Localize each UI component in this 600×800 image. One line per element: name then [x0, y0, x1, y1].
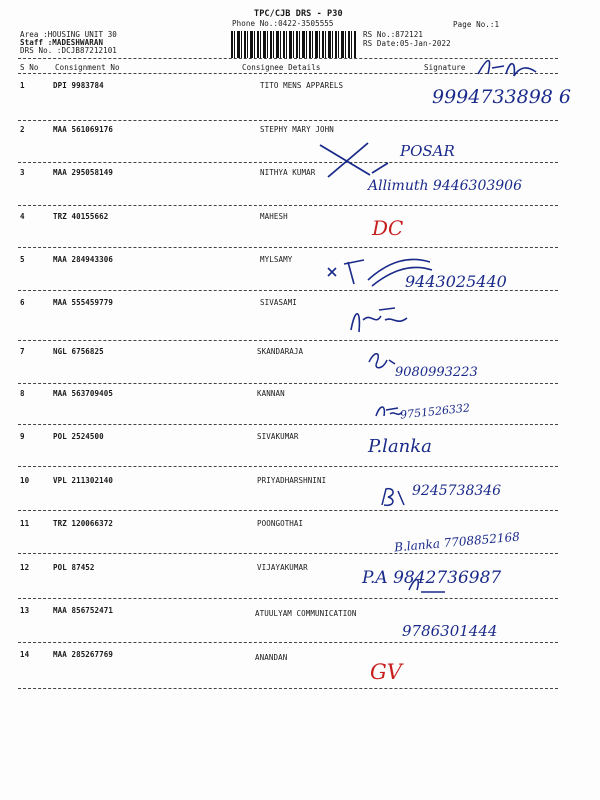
row-consignment: MAA 561069176 — [53, 125, 113, 134]
row-sno: 14 — [20, 650, 30, 659]
row-consignee: SKANDARAJA — [257, 347, 304, 356]
signature-scribble — [372, 400, 406, 422]
row-consignment: MAA 856752471 — [53, 606, 113, 615]
row-sno: 2 — [20, 125, 25, 134]
row-sno: 11 — [20, 519, 30, 528]
barcode-icon — [231, 31, 356, 58]
divider — [18, 510, 558, 511]
row-sno: 13 — [20, 606, 30, 615]
divider — [18, 642, 558, 643]
signature-scribble — [310, 135, 400, 185]
row-consignee: PRIYADHARSHNINI — [257, 476, 327, 485]
signature-scribble — [345, 298, 415, 340]
divider — [18, 247, 558, 248]
row-sno: 8 — [20, 389, 25, 398]
col-sno: S No — [20, 63, 39, 72]
sheet-title: TPC/CJB DRS - P30 — [254, 9, 343, 19]
divider — [18, 383, 558, 384]
col-consignee: Consignee Details — [242, 63, 321, 72]
row-consignee: KANNAN — [257, 389, 285, 398]
row-sno: 12 — [20, 563, 30, 572]
row-handwriting: Allimuth 9446303906 — [368, 178, 522, 194]
row-handwriting: 9443025440 — [405, 272, 507, 291]
row-consignee: MYLSAMY — [260, 255, 293, 264]
drs-number: DRS No. :DCJB87212101 — [20, 46, 117, 55]
signature-scribble — [470, 52, 550, 84]
row-consignment: VPL 211302140 — [53, 476, 113, 485]
row-sno: 1 — [20, 81, 25, 90]
row-sno: 5 — [20, 255, 25, 264]
area-field: Area :HOUSING UNIT 30 — [20, 30, 117, 39]
row-consignment: MAA 284943306 — [53, 255, 113, 264]
row-sno: 3 — [20, 168, 25, 177]
signature-scribble — [320, 250, 440, 300]
rs-number: RS No.:872121 — [363, 30, 423, 39]
row-handwriting: B.lanka 7708852168 — [393, 529, 521, 555]
divider — [18, 205, 558, 206]
row-handwriting: 9751526332 — [399, 401, 471, 422]
signature-scribble — [405, 572, 450, 598]
row-handwriting: DC — [372, 216, 404, 240]
row-consignment: POL 87452 — [53, 563, 95, 572]
row-consignment: POL 2524500 — [53, 432, 104, 441]
divider — [18, 688, 558, 689]
row-consignee: TITO MENS APPARELS — [260, 81, 344, 90]
row-handwriting: POSAR — [400, 142, 455, 160]
divider — [18, 553, 558, 554]
row-consignment: DPI 9983784 — [53, 81, 104, 90]
row-consignee: MAHESH — [260, 212, 288, 221]
row-handwriting: GV — [370, 660, 402, 684]
row-consignment: MAA 285267769 — [53, 650, 113, 659]
row-consignee: POONGOTHAI — [257, 519, 304, 528]
row-consignee: ATUULYAM COMMUNICATION — [255, 609, 357, 618]
row-sno: 6 — [20, 298, 25, 307]
page-number: Page No.:1 — [453, 20, 500, 29]
divider — [18, 120, 558, 121]
signature-scribble — [365, 348, 405, 372]
divider — [18, 290, 558, 291]
row-consignment: TRZ 120066372 — [53, 519, 113, 528]
row-consignee: ANANDAN — [255, 653, 288, 662]
row-consignee: VIJAYAKUMAR — [257, 563, 308, 572]
col-signature: Signature — [424, 63, 466, 72]
col-consignment: Consignment No — [55, 63, 120, 72]
row-consignment: TRZ 40155662 — [53, 212, 109, 221]
divider — [18, 340, 558, 341]
staff-field: Staff :MADESHWARAN — [20, 38, 104, 47]
phone-number: Phone No.:0422-3505555 — [232, 19, 334, 28]
row-consignee: NITHYA KUMAR — [260, 168, 316, 177]
row-sno: 7 — [20, 347, 25, 356]
rs-date: RS Date:05-Jan-2022 — [363, 39, 451, 48]
row-handwriting: P.lanka — [368, 436, 432, 457]
divider — [18, 466, 558, 467]
row-consignment: MAA 295058149 — [53, 168, 113, 177]
divider — [18, 424, 558, 425]
row-consignee: SIVASAMI — [260, 298, 297, 307]
row-handwriting: 9994733898 6 — [432, 86, 572, 108]
divider — [18, 162, 558, 163]
row-consignee: SIVAKUMAR — [257, 432, 299, 441]
row-handwriting: 9245738346 — [412, 483, 502, 499]
row-sno: 9 — [20, 432, 25, 441]
row-sno: 4 — [20, 212, 25, 221]
row-consignee: STEPHY MARY JOHN — [260, 125, 334, 134]
row-handwriting: 9786301444 — [402, 622, 498, 640]
row-sno: 10 — [20, 476, 30, 485]
row-consignment: MAA 555459779 — [53, 298, 113, 307]
row-consignment: MAA 563709405 — [53, 389, 113, 398]
row-handwriting: 9080993223 — [395, 365, 478, 380]
divider — [18, 598, 558, 599]
signature-scribble — [376, 485, 412, 509]
row-handwriting: P.A 9842736987 — [362, 568, 502, 588]
row-consignment: NGL 6756825 — [53, 347, 104, 356]
